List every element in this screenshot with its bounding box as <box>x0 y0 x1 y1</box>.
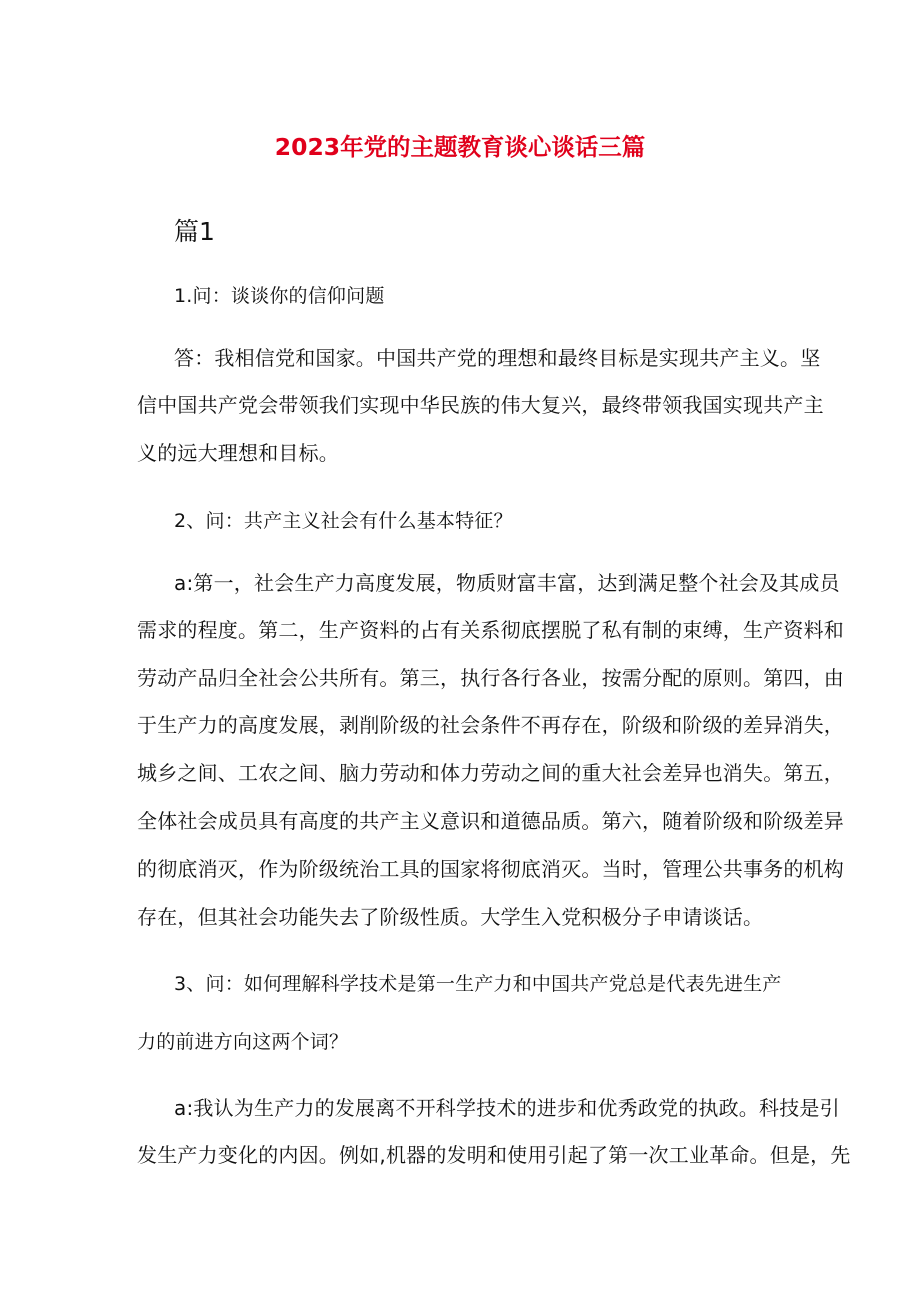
answer-1-line-2: 信中国共产党会带领我们实现中华民族的伟大复兴，最终带领我国实现共产主 <box>137 393 824 417</box>
answer-1-line-1: 答：我相信党和国家。中国共产党的理想和最终目标是实现共产主义。坚 <box>174 346 821 370</box>
question-1: 1.问：谈谈你的信仰问题 <box>174 285 385 307</box>
answer-3-line-1: a:我认为生产力的发展离不开科学技术的进步和优秀政党的执政。科技是引 <box>174 1096 840 1120</box>
answer-2-line-4: 于生产力的高度发展，剥削阶级的社会条件不再存在，阶级和阶级的差异消失， <box>137 713 844 737</box>
document-title: 2023年党的主题教育谈心谈话三篇 <box>274 133 646 161</box>
section-heading: 篇1 <box>174 217 215 246</box>
answer-1-line-3: 义的远大理想和目标。 <box>137 441 339 465</box>
answer-2-line-8: 存在，但其社会功能失去了阶级性质。大学生入党积极分子申请谈话。 <box>137 905 764 929</box>
question-2: 2、问：共产主义社会有什么基本特征？ <box>174 510 513 532</box>
answer-2-line-6: 全体社会成员具有高度的共产主义意识和道德品质。第六，随着阶级和阶级差异 <box>137 809 844 833</box>
answer-2-line-5: 城乡之间、工农之间、脑力劳动和体力劳动之间的重大社会差异也消失。第五， <box>137 761 844 785</box>
answer-3-line-2: 发生产力变化的内因。例如,机器的发明和使用引起了第一次工业革命。但是，先 <box>137 1143 851 1167</box>
question-3-line-1: 3、问：如何理解科学技术是第一生产力和中国共产党总是代表先进生产 <box>174 973 782 995</box>
question-3-line-2: 力的前进方向这两个词？ <box>137 1031 349 1053</box>
answer-2-line-2: 需求的程度。第二，生产资料的占有关系彻底摆脱了私有制的束缚，生产资料和 <box>137 618 844 642</box>
answer-2-line-7: 的彻底消灭，作为阶级统治工具的国家将彻底消灭。当时，管理公共事务的机构 <box>137 857 844 881</box>
answer-2-line-1: a:第一，社会生产力高度发展，物质财富丰富，达到满足整个社会及其成员 <box>174 571 840 595</box>
answer-2-line-3: 劳动产品归全社会公共所有。第三，执行各行各业，按需分配的原则。第四，由 <box>137 666 844 690</box>
